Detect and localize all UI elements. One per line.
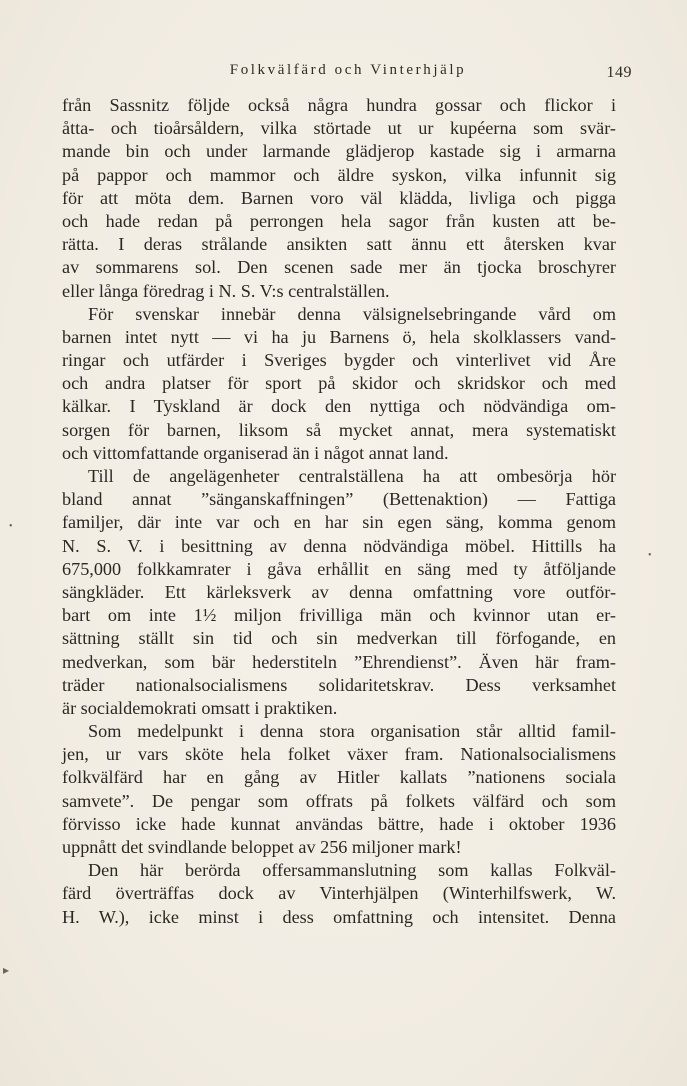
text-line: sängkläder. Ett kärleksverk av denna omfattning vore outför- [62,581,616,602]
text-line: sorgen för barnen, liksom så mycket annat, mera systematiskt [62,419,616,440]
text-line: och vittomfattande organiserad än i något annat land. [62,442,449,463]
text-line: på pappor och mammor och äldre syskon, vilka infunnit sig [62,164,616,185]
running-title: Folkvälfärd och Vinterhjälp [229,62,467,78]
text-line: är socialdemokrati omsatt i praktiken. [62,697,338,718]
body-text [62,94,616,929]
paragraph-start-line: Den här berörda offersammanslutning som kallas Folkväl- [88,860,616,881]
text-line: för att möta dem. Barnen voro väl klädda, livliga och pigga [62,187,616,208]
margin-speck-mark: • [648,550,652,561]
text-line: mande bin och under larmande glädjerop kastade sig i armarna [62,141,616,162]
text-line: åtta- och tioårsåldern, vilka störtade ut ur kupéerna som svär- [62,118,616,139]
text-line: ringar och utfärder i Sveriges bygder och vinterlivet vid Åre [62,350,616,371]
text-line: sättning ställt sin tid och sin medverkan till förfogande, en [62,628,616,649]
text-line: eller långa föredrag i N. S. V:s centralställen. [62,280,390,301]
paragraph-start-line: Till de angelägenheter centralställena ha att ombesörja hör [88,466,616,486]
text-line: kälkar. I Tyskland är dock den nyttiga och nödvändiga om- [62,396,616,417]
page-number: 149 [606,64,632,81]
paragraph-start-line: För svenskar innebär denna välsignelsebringande vård om [88,303,616,324]
text-line: N. S. V. i besittning av denna nödvändiga möbel. Hittills ha [62,535,616,556]
text-line: och andra platser för sport på skidor och skridskor och med [62,373,616,394]
text-line: familjer, där inte var och en har sin egen säng, komma genom [62,512,616,533]
text-line: jen, ur vars sköte hela folket växer fram. Nationalsocialismens [62,744,616,765]
margin-speck-mark: ▸ [3,963,10,977]
text-line: barnen intet nytt — vi ha ju Barnens ö, hela skolklassers vand- [62,326,616,347]
text-line: H. W.), icke minst i dess omfattning och intensitet. Denna [62,906,616,927]
paragraph-start-line: Som medelpunkt i denna stora organisation står alltid famil- [88,721,616,742]
text-line: 675,000 folkkamrater i gåva erhållit en säng med ty åtföljande [62,558,616,579]
text-line: folkvälfärd har en gång av Hitler kallats ”nationens sociala [62,767,616,788]
text-line: av sommarens sol. Den scenen sade mer än tjocka broschyrer [62,257,616,278]
text-line: från Sassnitz följde också några hundra gossar och flickor i [62,95,616,115]
text-line: samvete”. De pengar som offrats på folkets välfärd och som [62,790,616,811]
running-head [64,62,632,88]
text-line: medverkan, som bär hederstiteln ”Ehrendienst”. Även här fram- [62,651,616,672]
margin-speck-mark: • [9,521,13,532]
text-line: uppnått det svindlande beloppet av 256 miljoner mark! [62,837,462,857]
text-line: och hade redan på perrongen hela sagor från kusten att be- [62,210,616,231]
text-line: färd överträffas dock av Vinterhjälpen (Winterhilfswerk, W. [62,883,616,904]
text-line: bland annat ”sänganskaffningen” (Bettenaktion) — Fattiga [62,489,616,510]
text-line: träder nationalsocialismens solidaritetskrav. Dess verksamhet [62,674,616,695]
text-line: förvisso icke hade kunnat användas bättre, hade i oktober 1936 [62,813,616,834]
text-line: bart om inte 1½ miljon frivilliga män och kvinnor utan er- [62,605,616,626]
text-line: rätta. I deras strålande ansikten satt ännu ett återsken kvar [62,234,616,255]
